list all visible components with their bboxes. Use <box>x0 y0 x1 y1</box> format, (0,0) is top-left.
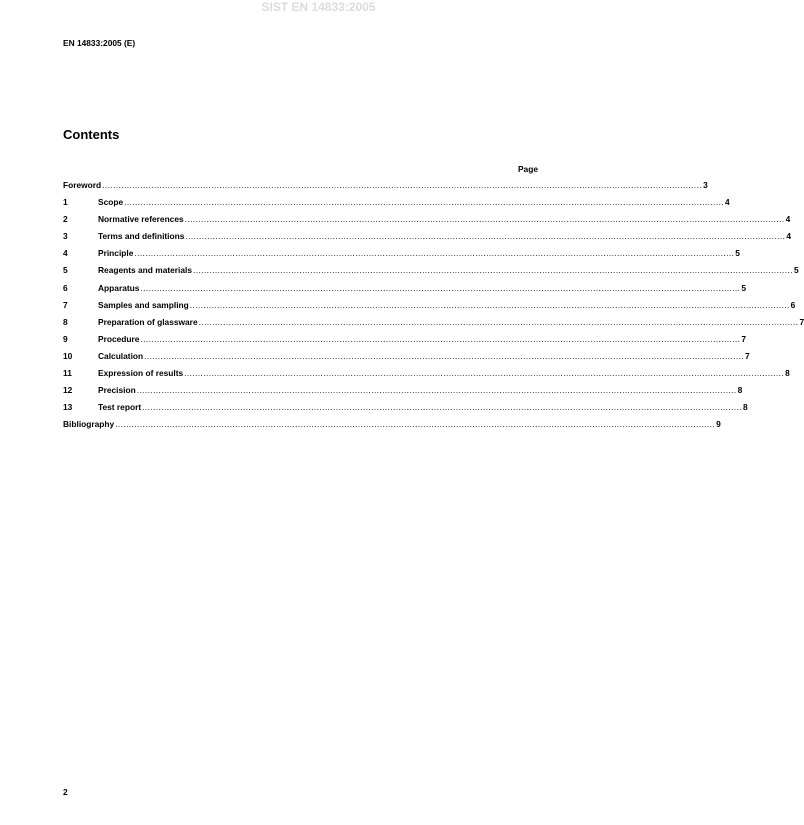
toc-entry-page: 5 <box>741 282 746 293</box>
toc-leader-dots: ............................................................................................................................................................................................................................ <box>140 333 741 344</box>
toc-entry-page: 4 <box>785 214 791 225</box>
toc-entry-number: 1 <box>63 197 68 208</box>
page-number: 2 <box>63 787 68 797</box>
toc-leader-dots: ............................................................................................................................................................................................................................ <box>198 316 799 327</box>
toc-entry-terms-and-definitions[interactable] <box>63 231 791 248</box>
toc-entry-procedure[interactable] <box>63 333 747 351</box>
toc-entry-expression-of-results[interactable] <box>63 368 790 385</box>
toc-leader-dots: ............................................................................................................................................................................................................................ <box>102 180 703 190</box>
toc-entry-page: 4 <box>786 231 791 242</box>
toc-entry-apparatus[interactable] <box>63 282 746 300</box>
toc-entry-page: 8 <box>737 385 743 396</box>
toc-entry-number: 4 <box>63 248 68 259</box>
toc-entry-label: Precision <box>98 385 136 396</box>
toc-leader-dots: ............................................................................................................................................................................................................................ <box>184 214 785 225</box>
toc-entry-label: Normative references <box>98 214 184 225</box>
toc-entry-number: 9 <box>63 333 68 344</box>
toc-entry-page: 8 <box>785 368 790 379</box>
toc-entry-preparation-of-glassware[interactable] <box>63 316 804 334</box>
toc-entry-reagents-and-materials[interactable] <box>63 265 799 282</box>
contents-title: Contents <box>63 127 120 142</box>
toc-entry-label: Scope <box>98 197 124 208</box>
toc-entry-page: 7 <box>745 350 750 361</box>
toc-leader-dots: ............................................................................................................................................................................................................................ <box>185 231 786 242</box>
page-column-label: Page <box>517 164 538 174</box>
toc-entry-page: 5 <box>793 265 799 276</box>
toc-entry-number: 11 <box>63 368 72 379</box>
toc-entry-page: 3 <box>703 180 708 190</box>
document-id: EN 14833:2005 (E) <box>63 38 136 48</box>
toc-leader-dots: ............................................................................................................................................................................................................................ <box>193 265 793 276</box>
toc-entry-label: Procedure <box>98 333 140 344</box>
toc-entry-number: 7 <box>63 299 68 310</box>
toc-leader-dots: ............................................................................................................................................................................................................................ <box>124 197 725 208</box>
toc-entry-number: 6 <box>63 282 68 293</box>
toc-entry-page: 9 <box>716 419 721 430</box>
toc-entry-number: 10 <box>63 350 73 361</box>
toc-entry-precision[interactable] <box>63 385 743 402</box>
toc-entry-page: 8 <box>743 402 748 413</box>
toc-entry-page: 7 <box>799 316 804 327</box>
toc-leader-dots: ............................................................................................................................................................................................................................ <box>184 368 785 379</box>
toc-leader-dots: ............................................................................................................................................................................................................................ <box>144 350 745 361</box>
toc-entry-number: 12 <box>63 385 73 396</box>
toc-entry-number: 2 <box>63 214 68 225</box>
table-of-contents <box>63 180 804 436</box>
toc-entry-normative-references[interactable] <box>63 214 791 231</box>
toc-leader-dots: ............................................................................................................................................................................................................................ <box>142 402 743 413</box>
toc-entry-number: 8 <box>63 316 68 327</box>
toc-entry-label: Reagents and materials <box>98 265 193 276</box>
toc-leader-dots: ............................................................................................................................................................................................................................ <box>134 248 735 259</box>
toc-entry-number: 13 <box>63 402 73 413</box>
toc-entry-label: Principle <box>98 248 134 259</box>
toc-entry-label: Terms and definitions <box>98 231 185 242</box>
toc-leader-dots: ............................................................................................................................................................................................................................ <box>140 282 741 293</box>
toc-entry-label: Bibliography <box>63 419 115 430</box>
toc-entry-label: Samples and sampling <box>98 299 189 310</box>
toc-entry-label: Expression of results <box>98 368 184 379</box>
toc-entry-number: 5 <box>63 265 68 276</box>
toc-entry-page: 5 <box>735 248 740 259</box>
watermark: SIST EN 14833:2005 <box>261 0 376 14</box>
toc-entry-page: 4 <box>725 197 730 208</box>
toc-entry-samples-and-sampling[interactable] <box>63 299 796 317</box>
toc-entry-label: Apparatus <box>98 282 140 293</box>
toc-entry-number: 3 <box>63 231 68 242</box>
toc-entry-scope[interactable] <box>63 197 730 214</box>
toc-entry-bibliography[interactable] <box>63 419 721 436</box>
toc-entry-principle[interactable] <box>63 248 740 265</box>
toc-entry-foreword[interactable] <box>63 180 708 197</box>
toc-entry-page: 6 <box>790 299 796 310</box>
toc-entry-label: Foreword <box>63 180 102 190</box>
toc-leader-dots: ............................................................................................................................................................................................................................ <box>189 299 790 310</box>
toc-entry-calculation[interactable] <box>63 350 750 368</box>
toc-entry-page: 7 <box>741 333 747 344</box>
toc-entry-label: Preparation of glassware <box>98 316 198 327</box>
toc-leader-dots: ............................................................................................................................................................................................................................ <box>115 419 716 430</box>
toc-leader-dots: ............................................................................................................................................................................................................................ <box>136 385 737 396</box>
toc-entry-label: Test report <box>98 402 142 413</box>
toc-entry-label: Calculation <box>98 350 144 361</box>
toc-entry-test-report[interactable] <box>63 402 748 419</box>
